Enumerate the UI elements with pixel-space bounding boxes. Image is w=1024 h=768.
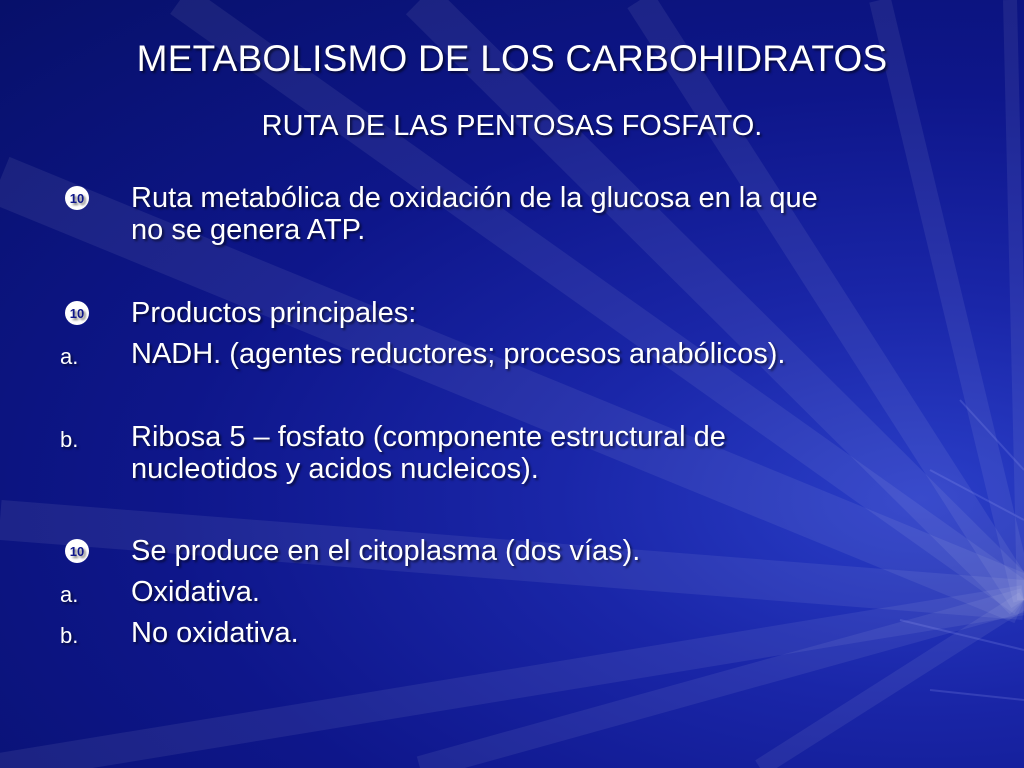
lettered-text: Ribosa 5 – fosfato (componente estructural de nucleotidos y acidos nucleicos).: [131, 421, 726, 485]
letter-marker: a.: [60, 582, 79, 607]
bullet-text: Productos principales:: [131, 297, 417, 329]
slide-title: METABOLISMO DE LOS CARBOHIDRATOS: [136, 38, 888, 79]
svg-text:10: 10: [69, 306, 85, 321]
svg-text:10: 10: [69, 544, 85, 559]
lettered-text: NADH. (agentes reductores; procesos anabólicos).: [131, 338, 786, 370]
letter-marker: b.: [60, 427, 79, 452]
letter-marker: b.: [60, 623, 79, 648]
lettered-text: No oxidativa.: [131, 617, 299, 649]
circled-ten-bullet-icon: [64, 300, 90, 326]
circled-ten-bullet-icon: [64, 538, 90, 564]
circled-ten-bullet-icon: [64, 185, 90, 211]
bullet-text: Ruta metabólica de oxidación de la glucosa en la que no se genera ATP.: [131, 182, 818, 246]
svg-text:10: 10: [69, 191, 85, 206]
lettered-text: Oxidativa.: [131, 576, 260, 608]
bullet-text: Se produce en el citoplasma (dos vías).: [131, 535, 641, 567]
slide-subtitle: RUTA DE LAS PENTOSAS FOSFATO.: [261, 110, 763, 142]
letter-marker: a.: [60, 344, 79, 369]
